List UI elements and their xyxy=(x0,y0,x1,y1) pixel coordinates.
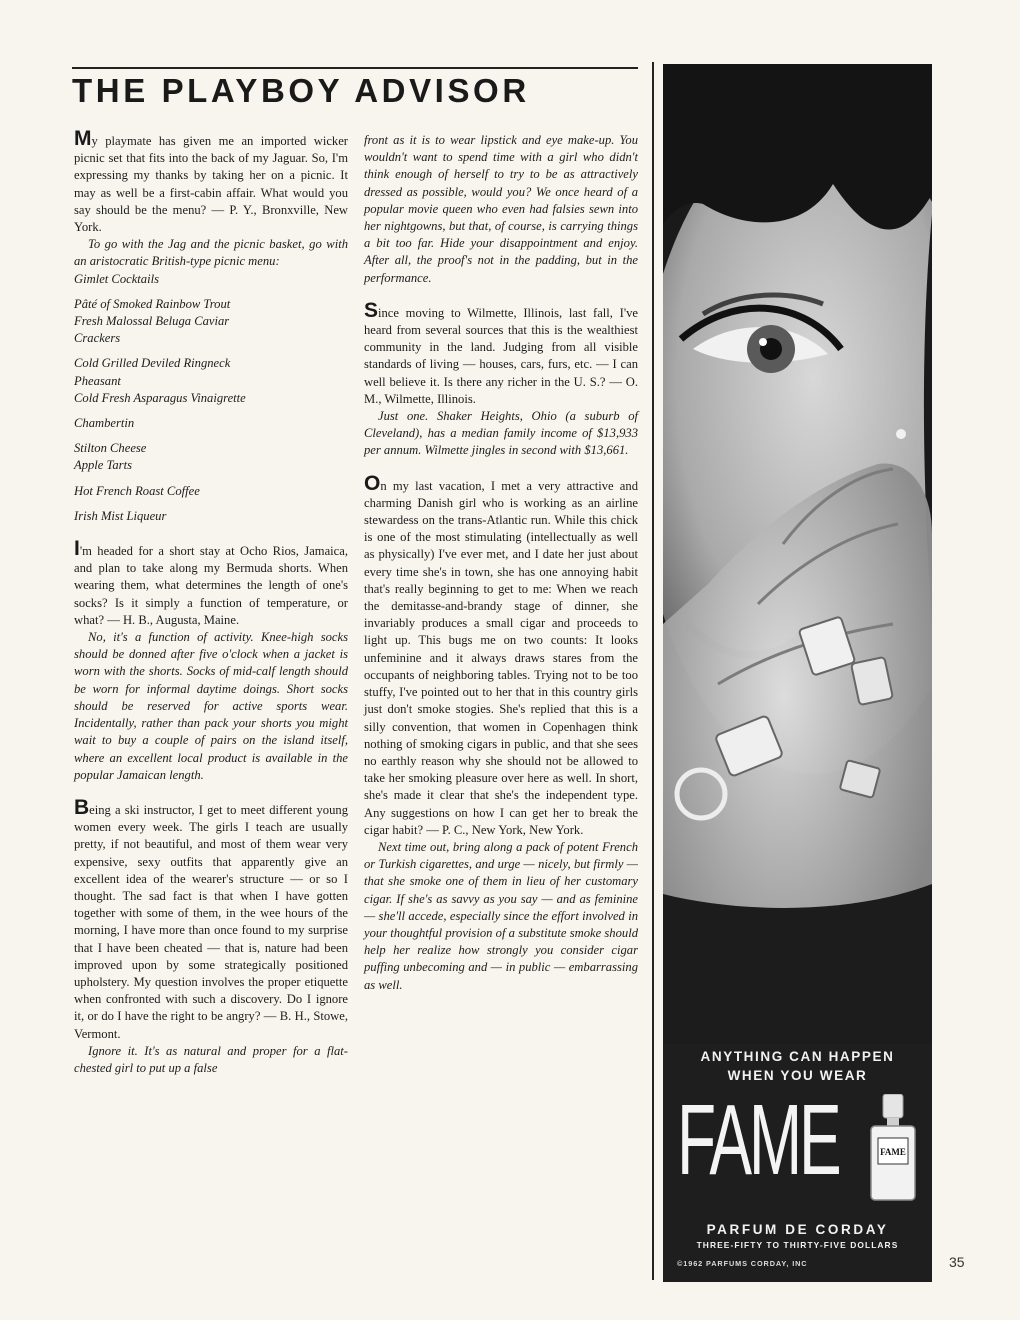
answer-wilmette: Just one. Shaker Heights, Ohio (a suburb of Cleveland), has a median family income of $13,933 per annum. Wilmette jingles in second with $13,661. xyxy=(364,409,638,458)
middle-column xyxy=(364,132,638,994)
menu-item: Stilton Cheese xyxy=(74,441,147,456)
answer-socks: No, it's a function of activity. Knee-high socks should be donned after five o'clock when a jacket is worn with the shorts. Socks of mid-calf length should be worn for informal daytime doings. Short socks should be reserved for active sports wear. Incidentally, rather than pack your shorts you might wait to buy a couple of pairs on the island itself, where an excellent local product is available in the popular Jamaican length. xyxy=(74,630,348,782)
menu-item: Fresh Malossal Beluga Caviar xyxy=(74,314,230,329)
ad-tagline-line2: WHEN YOU WEAR xyxy=(727,1068,868,1083)
left-column xyxy=(74,127,348,1077)
answer-cigar: Next time out, bring along a pack of potent French or Turkish cigarettes, and urge — nicely, but firmly — that she smoke one of them in lieu of her customary cigar. If she's as savvy as you say — and as feminine — she'll accede, especially since the effort involved in your thoughtful provision of a substitute smoke should help her realize how strongly you consider cigar puffing unbecoming and — in public — embarrassing as well. xyxy=(364,839,638,992)
question-wilmette: Since moving to Wilmette, Illinois, last fall, I've heard from several sources that this is the wealthiest community in the land. Judging from all visible standards of living — houses, cars, furs, etc. — I can well believe it. Is there any richer in the U. S.? — O. M., Wilmette, Illinois. xyxy=(364,298,638,406)
woman-portrait-photo xyxy=(663,64,932,1044)
page-title: THE PLAYBOY ADVISOR xyxy=(72,72,530,109)
question-socks: I'm headed for a short stay at Ocho Rios, Jamaica, and plan to take along my Bermuda shorts. When wearing them, what determines the length of one's socks? Is it simply a function of temperature, or what? — H. B., Augusta, Maine. xyxy=(74,537,348,627)
menu-item: Irish Mist Liqueur xyxy=(74,508,167,523)
perfume-advertisement xyxy=(663,64,932,1282)
menu-item: Gimlet Cocktails xyxy=(74,271,159,286)
ad-subtitle: PARFUM DE CORDAY xyxy=(706,1222,889,1237)
answer-ski-start: Ignore it. It's as natural and proper for a flat-chested girl to put up a false xyxy=(74,1043,348,1075)
menu-item: Pheasant xyxy=(74,373,121,388)
menu-item: Apple Tarts xyxy=(74,458,132,473)
drop-cap: I xyxy=(74,537,80,561)
menu-item: Cold Grilled Deviled Ringneck xyxy=(74,356,231,371)
ad-tagline-line1: ANYTHING CAN HAPPEN xyxy=(700,1049,895,1064)
menu-item: Pâté of Smoked Rainbow Trout xyxy=(74,296,231,311)
perfume-bottle-icon xyxy=(866,1094,920,1204)
question-ski: Being a ski instructor, I get to meet different young women every week. The girls I teach are usually pretty, if not beautiful, and most of them wear very expensive, sexy outfits that apparently give an excellent idea of the wearer's structure — or so I thought. The sad fact is that when I have gotten together with some of them, in the wee hours of the morning, I have more than once found to my surprise that I have been cheated — that is, nature had been improved upon by some strategically positioned upholstery. My question involves the proper etiquette when confronted with such a discovery. Do I ignore it, or do I have the right to be angry? — B. H., Stowe, Vermont. xyxy=(74,795,348,1041)
brand-name: FAME xyxy=(677,1084,839,1196)
menu-item: Cold Fresh Asparagus Vinaigrette xyxy=(74,390,246,405)
menu-item: Crackers xyxy=(74,331,121,346)
question-picnic: My playmate has given me an imported wicker picnic set that fits into the back of my Jaguar. So, I'm expressing my thanks by taking her on a picnic. It may as well be a first-cabin affair. What would you say should be the menu? — P. Y., Bronxville, New York. xyxy=(74,127,348,235)
ad-price-range: THREE-FIFTY TO THIRTY-FIVE DOLLARS xyxy=(696,1240,899,1250)
bottle-label: FAME xyxy=(880,1147,906,1157)
drop-cap: S xyxy=(364,298,379,322)
answer-picnic: To go with the Jag and the picnic basket, go with an aristocratic British-type picnic menu: xyxy=(74,237,348,269)
ad-copyright: ©1962 PARFUMS CORDAY, INC xyxy=(677,1259,808,1268)
drop-cap: B xyxy=(74,795,90,819)
question-cigar: On my last vacation, I met a very attractive and charming Danish girl who is working as an airline stewardess on the trans-Atlantic run. While this chick is one of the most stimulating (intellectually as well as physically) I've ever met, and I date her just about every time she's in town, she has one annoying habit that's really beginning to get to me: When we reach the demitasse-and-brandy stage of dinner, she invariably produces a small cigar and proceeds to light up. This bugs me on two counts: It looks unfeminine and it always draws stares from the occupants of neighboring tables. Trying not to be too stuffy, I've pointed out to her that in this country girls just don't smoke stogies. She's replied that this is a silly convention, that women in Copenhagen think nothing of smoking cigars in public, and that she sees no earthly reason why she should not be allowed to take her smoking pleasure over here as well. In short, she's made it clear that she's the independent type. Any suggestions on how I can get her to break the cigar habit? — P. C., New York, New York. xyxy=(364,471,638,837)
answer-ski-continued: front as it is to wear lipstick and eye make-up. You wouldn't want to spend time with a girl who didn't think enough of herself to try to be as attractively dressed as possible, would you? We once heard of a popular movie queen who even had falsies sewn into her nightgowns, but that, of course, is carrying things a bit too far. Hide your disappointment and enjoy. After all, the proof's not in the padding, but in the performance. xyxy=(364,133,638,285)
page-number: 35 xyxy=(949,1254,965,1270)
header-rule xyxy=(72,67,638,69)
menu-item: Chambertin xyxy=(74,416,135,431)
drop-cap: M xyxy=(74,127,92,150)
menu-item: Hot French Roast Coffee xyxy=(74,483,200,498)
picnic-menu xyxy=(74,271,348,525)
drop-cap: O xyxy=(364,471,381,495)
column-divider xyxy=(652,62,654,1280)
